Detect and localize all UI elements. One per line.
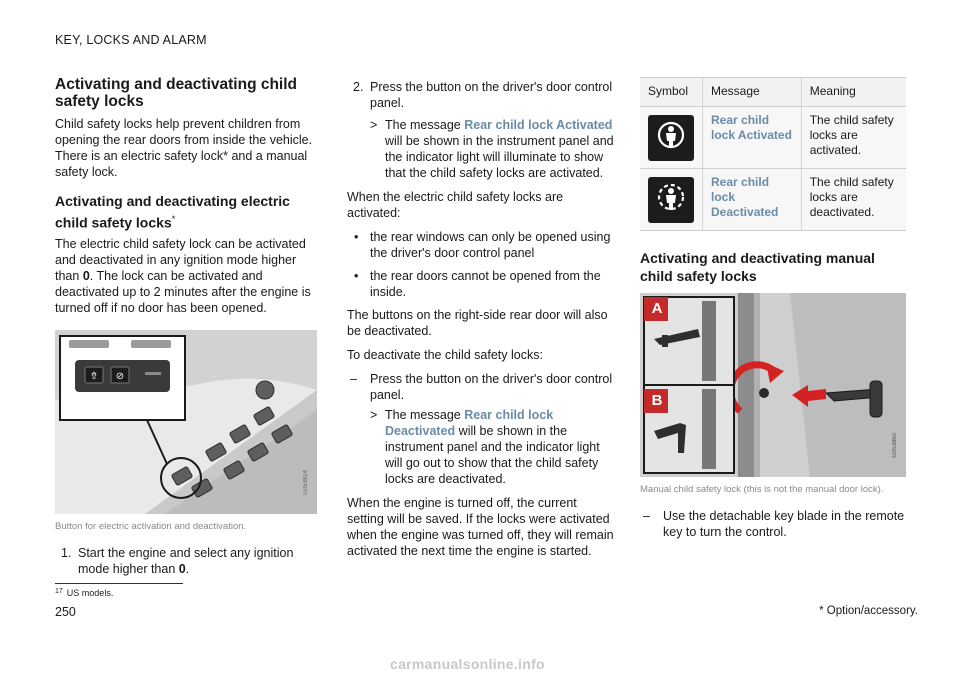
page-number: 250 [55,605,76,619]
table-row [640,107,906,169]
column-right [640,77,906,544]
figure-code-2: G053860 [892,433,898,458]
table-header-symbol: Symbol [640,78,703,107]
bullet-text: the rear windows can only be opened using the driver's door control panel [370,230,611,260]
list-item [347,371,614,403]
to-deactivate-text: To deactivate the child safety locks: [347,348,543,362]
table-header-meaning: Meaning [801,78,906,107]
label-a: A [651,300,663,317]
figure-code-1: G053814 [303,469,309,495]
label-b: B [651,392,663,409]
result-deactivated [347,407,614,487]
page-title: Activating and deactivating child safety locks [55,76,298,110]
bullet-marker: • [354,269,359,283]
message-cell: Rear child lock Activated [703,107,802,169]
footnote-text: US models. [66,588,114,598]
activated-effects-list [347,229,614,300]
deactivate-step-text: Press the button on the driver's door control panel. [370,372,613,402]
footnote-number: 17 [55,588,63,595]
meaning-cell: The child safety locks are activated. [801,107,906,169]
dash-marker: – [643,509,650,523]
step-1-number: 1. [61,545,72,560]
message-rear-child-lock-deactivated: Rear child lock Deactivated [385,408,554,438]
step-2-number: 2. [353,80,364,94]
engine-off-paragraph: When the engine is turned off, the current setting will be saved. If the locks were activated when the engine was turned off, they will remain activated the next time the engine is started. [347,496,614,558]
electric-lock-heading [55,192,317,232]
intro-paragraph: Child safety locks help prevent children from opening the rear doors from inside the vehicle. There is an electric safety lock* and a manual safety lock. [55,117,313,179]
result-activated [347,117,614,181]
activation-steps [55,545,317,577]
step-1-end: . [185,561,190,576]
step-1 [55,545,317,577]
message-rear-child-lock-activated: Rear child lock Activated [464,118,613,132]
table-row [640,169,906,231]
result-2-post: will be shown in the instrument panel and the indicator light will go out to show that the child safety locks are deactivated. [385,424,600,486]
manual-steps [640,508,906,540]
column-left [55,76,317,583]
dash-marker: – [350,372,357,386]
ignition-mode-value: 0 [82,268,90,283]
column-middle [347,79,614,567]
electric-text-a: The electric child safety lock can be activated and deactivated in any ignition mode higher than [55,236,306,283]
figure-caption-2: Manual child safety lock (this is not the manual door lock). [640,484,884,495]
step-1-mode-value: 0 [178,561,186,576]
watermark: carmanualsonline.info [390,656,545,672]
electric-heading-text: Activating and deactivating electric child safety locks [55,193,290,231]
manual-lock-drawing [640,293,906,477]
option-marker: * [171,214,176,224]
result-1-pre: The message [385,118,465,132]
when-activated-text: When the electric child safety locks are activated: [347,190,564,220]
svg-text:⇮: ⇮ [89,370,99,382]
activation-steps-cont [347,79,614,111]
bullet-text: the rear doors cannot be opened from the inside. [370,269,601,299]
step-2 [347,79,614,111]
table-header-message: Message [703,78,802,107]
figure-caption-1: Button for electric activation and deactivation. [55,520,247,532]
symbol-cell [640,169,703,231]
bullet-marker: • [354,230,359,244]
symbol-cell [640,107,703,169]
svg-text:⊘: ⊘ [115,370,125,382]
result-arrow: > [370,118,378,132]
message-cell: Rear child lock Deactivated [703,169,802,231]
manual-step-text: Use the detachable key blade in the remote key to turn the control. [663,509,905,539]
footnote-divider [55,583,183,584]
child-lock-deactivated-icon [648,177,694,223]
deactivation-steps [347,371,614,403]
right-door-note: The buttons on the right-side rear door will also be deactivated. [347,308,608,338]
footnote [55,588,113,598]
meaning-cell: The child safety locks are deactivated. [801,169,906,231]
list-item [347,268,614,300]
step-2-text: Press the button on the driver's door control panel. [370,80,613,110]
result-arrow: > [370,408,378,422]
door-panel-illustration [55,330,317,514]
step-1-text: Start the engine and select any ignition mode higher than [78,545,294,576]
symbol-table [640,77,906,231]
result-2-pre: The message [385,408,465,422]
electric-text-b: . The lock can be activated and deactivated up to 2 minutes after the engine is turned off if no door has been opened. [55,268,311,315]
result-1-post: will be shown in the instrument panel and the indicator light will illuminate to show that the child safety locks are activated. [385,134,614,180]
list-item [640,508,906,540]
child-lock-activated-icon [648,115,694,161]
section-header: KEY, LOCKS AND ALARM [55,33,207,47]
electric-description [55,236,317,316]
manual-lock-heading: Activating and deactivating manual child safety locks [640,250,875,284]
table-header-row [640,78,906,107]
option-footnote: * Option/accessory. [819,605,918,617]
manual-lock-illustration [640,293,906,477]
list-item [347,229,614,261]
door-panel-drawing [55,330,317,514]
